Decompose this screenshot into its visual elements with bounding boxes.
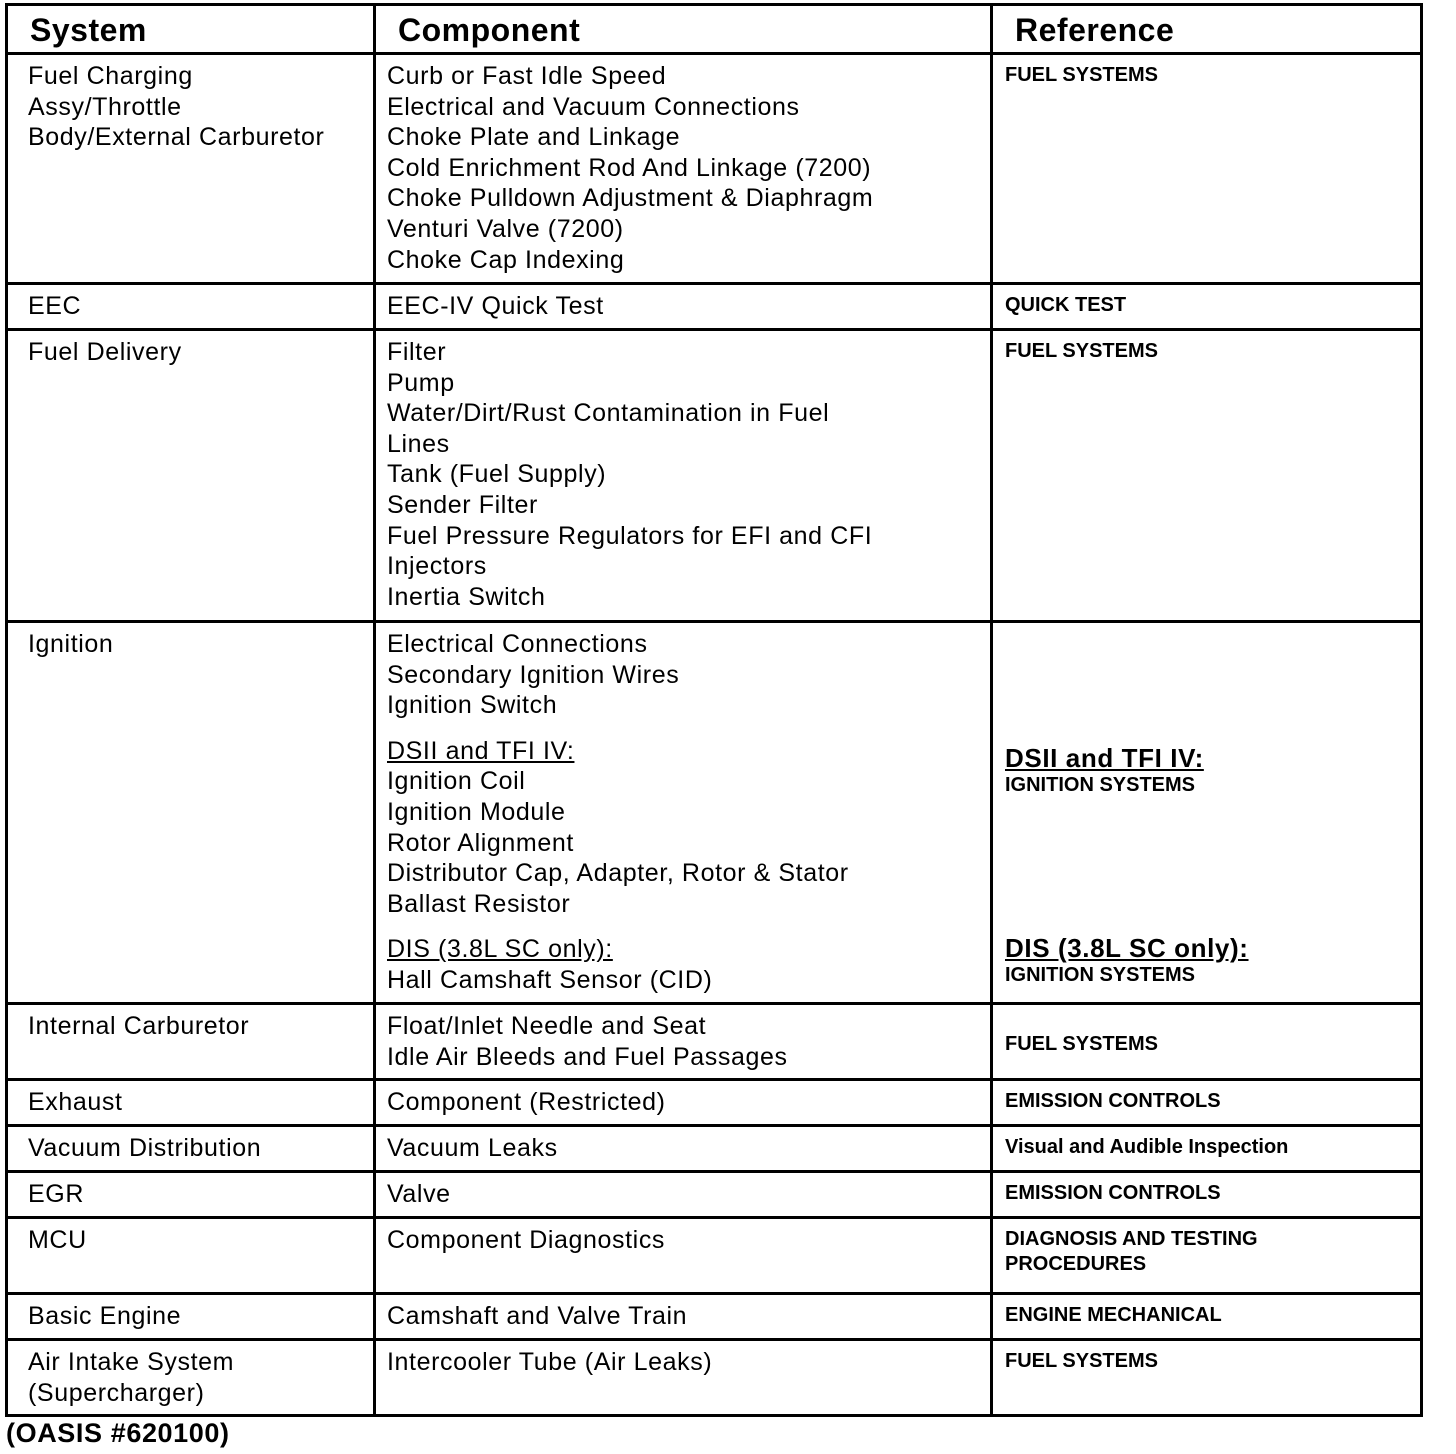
reference-label: FUEL SYSTEMS — [1005, 1033, 1158, 1055]
component-cell — [375, 1126, 992, 1172]
system-line: Internal Carburetor — [28, 1012, 250, 1040]
reference-cell — [992, 284, 1422, 330]
reference-label: IGNITION SYSTEMS — [1005, 774, 1196, 796]
table-row — [7, 1294, 1422, 1340]
component-line: Float/Inlet Needle and Seat — [387, 1012, 707, 1040]
system-line: Basic Engine — [28, 1302, 182, 1330]
table-row — [7, 330, 1422, 622]
component-line: Filter — [387, 338, 447, 366]
system-line: Assy/Throttle — [28, 92, 182, 121]
component-cell — [375, 284, 992, 330]
table-row — [7, 1126, 1422, 1172]
system-line: Air Intake System — [28, 1348, 235, 1376]
reference-spacer — [1005, 631, 1410, 743]
reference-cell — [992, 622, 1422, 1004]
reference-label: FUEL SYSTEMS — [1005, 64, 1158, 86]
diagnostic-reference-table — [5, 3, 1423, 1417]
component-line: Injectors — [387, 552, 487, 581]
component-line: Fuel Pressure Regulators for EFI and CFI — [387, 521, 873, 550]
system-line: EEC — [28, 292, 82, 320]
component-cell — [375, 1340, 992, 1416]
component-cell — [375, 54, 992, 284]
component-line: Sender Filter — [387, 490, 538, 519]
component-group-heading: DSII and TFI IV: — [387, 736, 575, 765]
system-line: Exhaust — [28, 1088, 123, 1116]
component-cell — [375, 622, 992, 1004]
reference-cell — [992, 1294, 1422, 1340]
table-row — [7, 1340, 1422, 1416]
reference-cell — [992, 1080, 1422, 1126]
component-line: Vacuum Leaks — [387, 1134, 558, 1162]
system-line: Ignition — [28, 630, 114, 658]
component-line: Hall Camshaft Sensor (CID) — [387, 965, 713, 994]
component-line: Electrical Connections — [387, 630, 648, 658]
reference-cell — [992, 1126, 1422, 1172]
system-cell — [7, 1294, 375, 1340]
table-row — [7, 1080, 1422, 1126]
component-line: Distributor Cap, Adapter, Rotor & Stator — [387, 859, 849, 888]
system-line: (Supercharger) — [28, 1378, 205, 1407]
system-cell — [7, 622, 375, 1004]
component-line: Choke Pulldown Adjustment & Diaphragm — [387, 184, 874, 213]
component-line: Ignition Coil — [387, 767, 526, 796]
system-line: Vacuum Distribution — [28, 1134, 262, 1162]
system-cell — [7, 1218, 375, 1294]
reference-cell — [992, 1340, 1422, 1416]
system-cell — [7, 54, 375, 284]
table-row — [7, 54, 1422, 284]
reference-label: EMISSION CONTROLS — [1005, 1090, 1221, 1112]
system-line: Fuel Charging — [28, 62, 193, 90]
reference-cell — [992, 1004, 1422, 1080]
component-cell — [375, 1004, 992, 1080]
reference-cell — [992, 54, 1422, 284]
component-group-dsii — [387, 736, 980, 920]
component-line: Intercooler Tube (Air Leaks) — [387, 1348, 713, 1376]
reference-label: PROCEDURES — [1005, 1253, 1147, 1275]
component-cell — [375, 1294, 992, 1340]
reference-label: EMISSION CONTROLS — [1005, 1182, 1221, 1204]
reference-label: DIAGNOSIS AND TESTING — [1005, 1228, 1258, 1250]
component-line: Venturi Valve (7200) — [387, 214, 624, 243]
component-line: EEC-IV Quick Test — [387, 292, 604, 320]
table-row — [7, 1004, 1422, 1080]
component-line: Water/Dirt/Rust Contamination in Fuel — [387, 399, 830, 428]
component-line: Valve — [387, 1180, 451, 1208]
reference-cell — [992, 1218, 1422, 1294]
component-group-dis — [387, 934, 980, 995]
reference-cell — [992, 330, 1422, 622]
system-cell — [7, 330, 375, 622]
system-cell — [7, 1080, 375, 1126]
table-header-row — [7, 5, 1422, 54]
reference-spacer — [1005, 798, 1410, 933]
component-line: Pump — [387, 368, 455, 397]
table-row — [7, 1218, 1422, 1294]
component-line: Idle Air Bleeds and Fuel Passages — [387, 1042, 788, 1071]
component-line: Cold Enrichment Rod And Linkage (7200) — [387, 153, 872, 182]
system-line: EGR — [28, 1180, 84, 1208]
header-component: Component — [375, 5, 992, 54]
component-line: Secondary Ignition Wires — [387, 660, 680, 689]
component-line: Camshaft and Valve Train — [387, 1302, 688, 1330]
component-line: Lines — [387, 429, 450, 458]
system-cell — [7, 1172, 375, 1218]
component-group-heading: DIS (3.8L SC only): — [387, 935, 613, 964]
component-line: Component (Restricted) — [387, 1088, 666, 1116]
component-cell — [375, 1218, 992, 1294]
system-cell — [7, 284, 375, 330]
table-row — [7, 622, 1422, 1004]
reference-label: ENGINE MECHANICAL — [1005, 1304, 1222, 1326]
component-cell — [375, 330, 992, 622]
component-line: Inertia Switch — [387, 582, 546, 611]
header-reference: Reference — [992, 5, 1422, 54]
component-line: Electrical and Vacuum Connections — [387, 92, 800, 121]
system-cell — [7, 1126, 375, 1172]
component-line: Choke Cap Indexing — [387, 245, 625, 274]
reference-heading: DIS (3.8L SC only): — [1005, 933, 1249, 963]
system-cell — [7, 1340, 375, 1416]
system-line: Body/External Carburetor — [28, 123, 325, 152]
reference-heading: DSII and TFI IV: — [1005, 743, 1204, 773]
header-system: System — [7, 5, 375, 54]
system-cell — [7, 1004, 375, 1080]
component-cell — [375, 1172, 992, 1218]
system-line: MCU — [28, 1226, 87, 1254]
reference-label: FUEL SYSTEMS — [1005, 1350, 1158, 1372]
table-row — [7, 284, 1422, 330]
reference-label: QUICK TEST — [1005, 294, 1127, 316]
component-line: Ballast Resistor — [387, 889, 571, 918]
component-line: Tank (Fuel Supply) — [387, 460, 607, 489]
reference-label: IGNITION SYSTEMS — [1005, 964, 1196, 986]
component-line: Curb or Fast Idle Speed — [387, 62, 667, 90]
reference-label: Visual and Audible Inspection — [1005, 1136, 1289, 1158]
footnote: (OASIS #620100) — [6, 1418, 230, 1448]
component-line: Component Diagnostics — [387, 1226, 666, 1254]
component-group-general — [387, 629, 980, 721]
component-line: Rotor Alignment — [387, 828, 574, 857]
component-line: Ignition Module — [387, 797, 566, 826]
reference-cell — [992, 1172, 1422, 1218]
component-line: Choke Plate and Linkage — [387, 123, 681, 152]
table-row — [7, 1172, 1422, 1218]
component-cell — [375, 1080, 992, 1126]
component-line: Ignition Switch — [387, 691, 558, 720]
reference-label: FUEL SYSTEMS — [1005, 340, 1158, 362]
system-line: Fuel Delivery — [28, 338, 182, 366]
